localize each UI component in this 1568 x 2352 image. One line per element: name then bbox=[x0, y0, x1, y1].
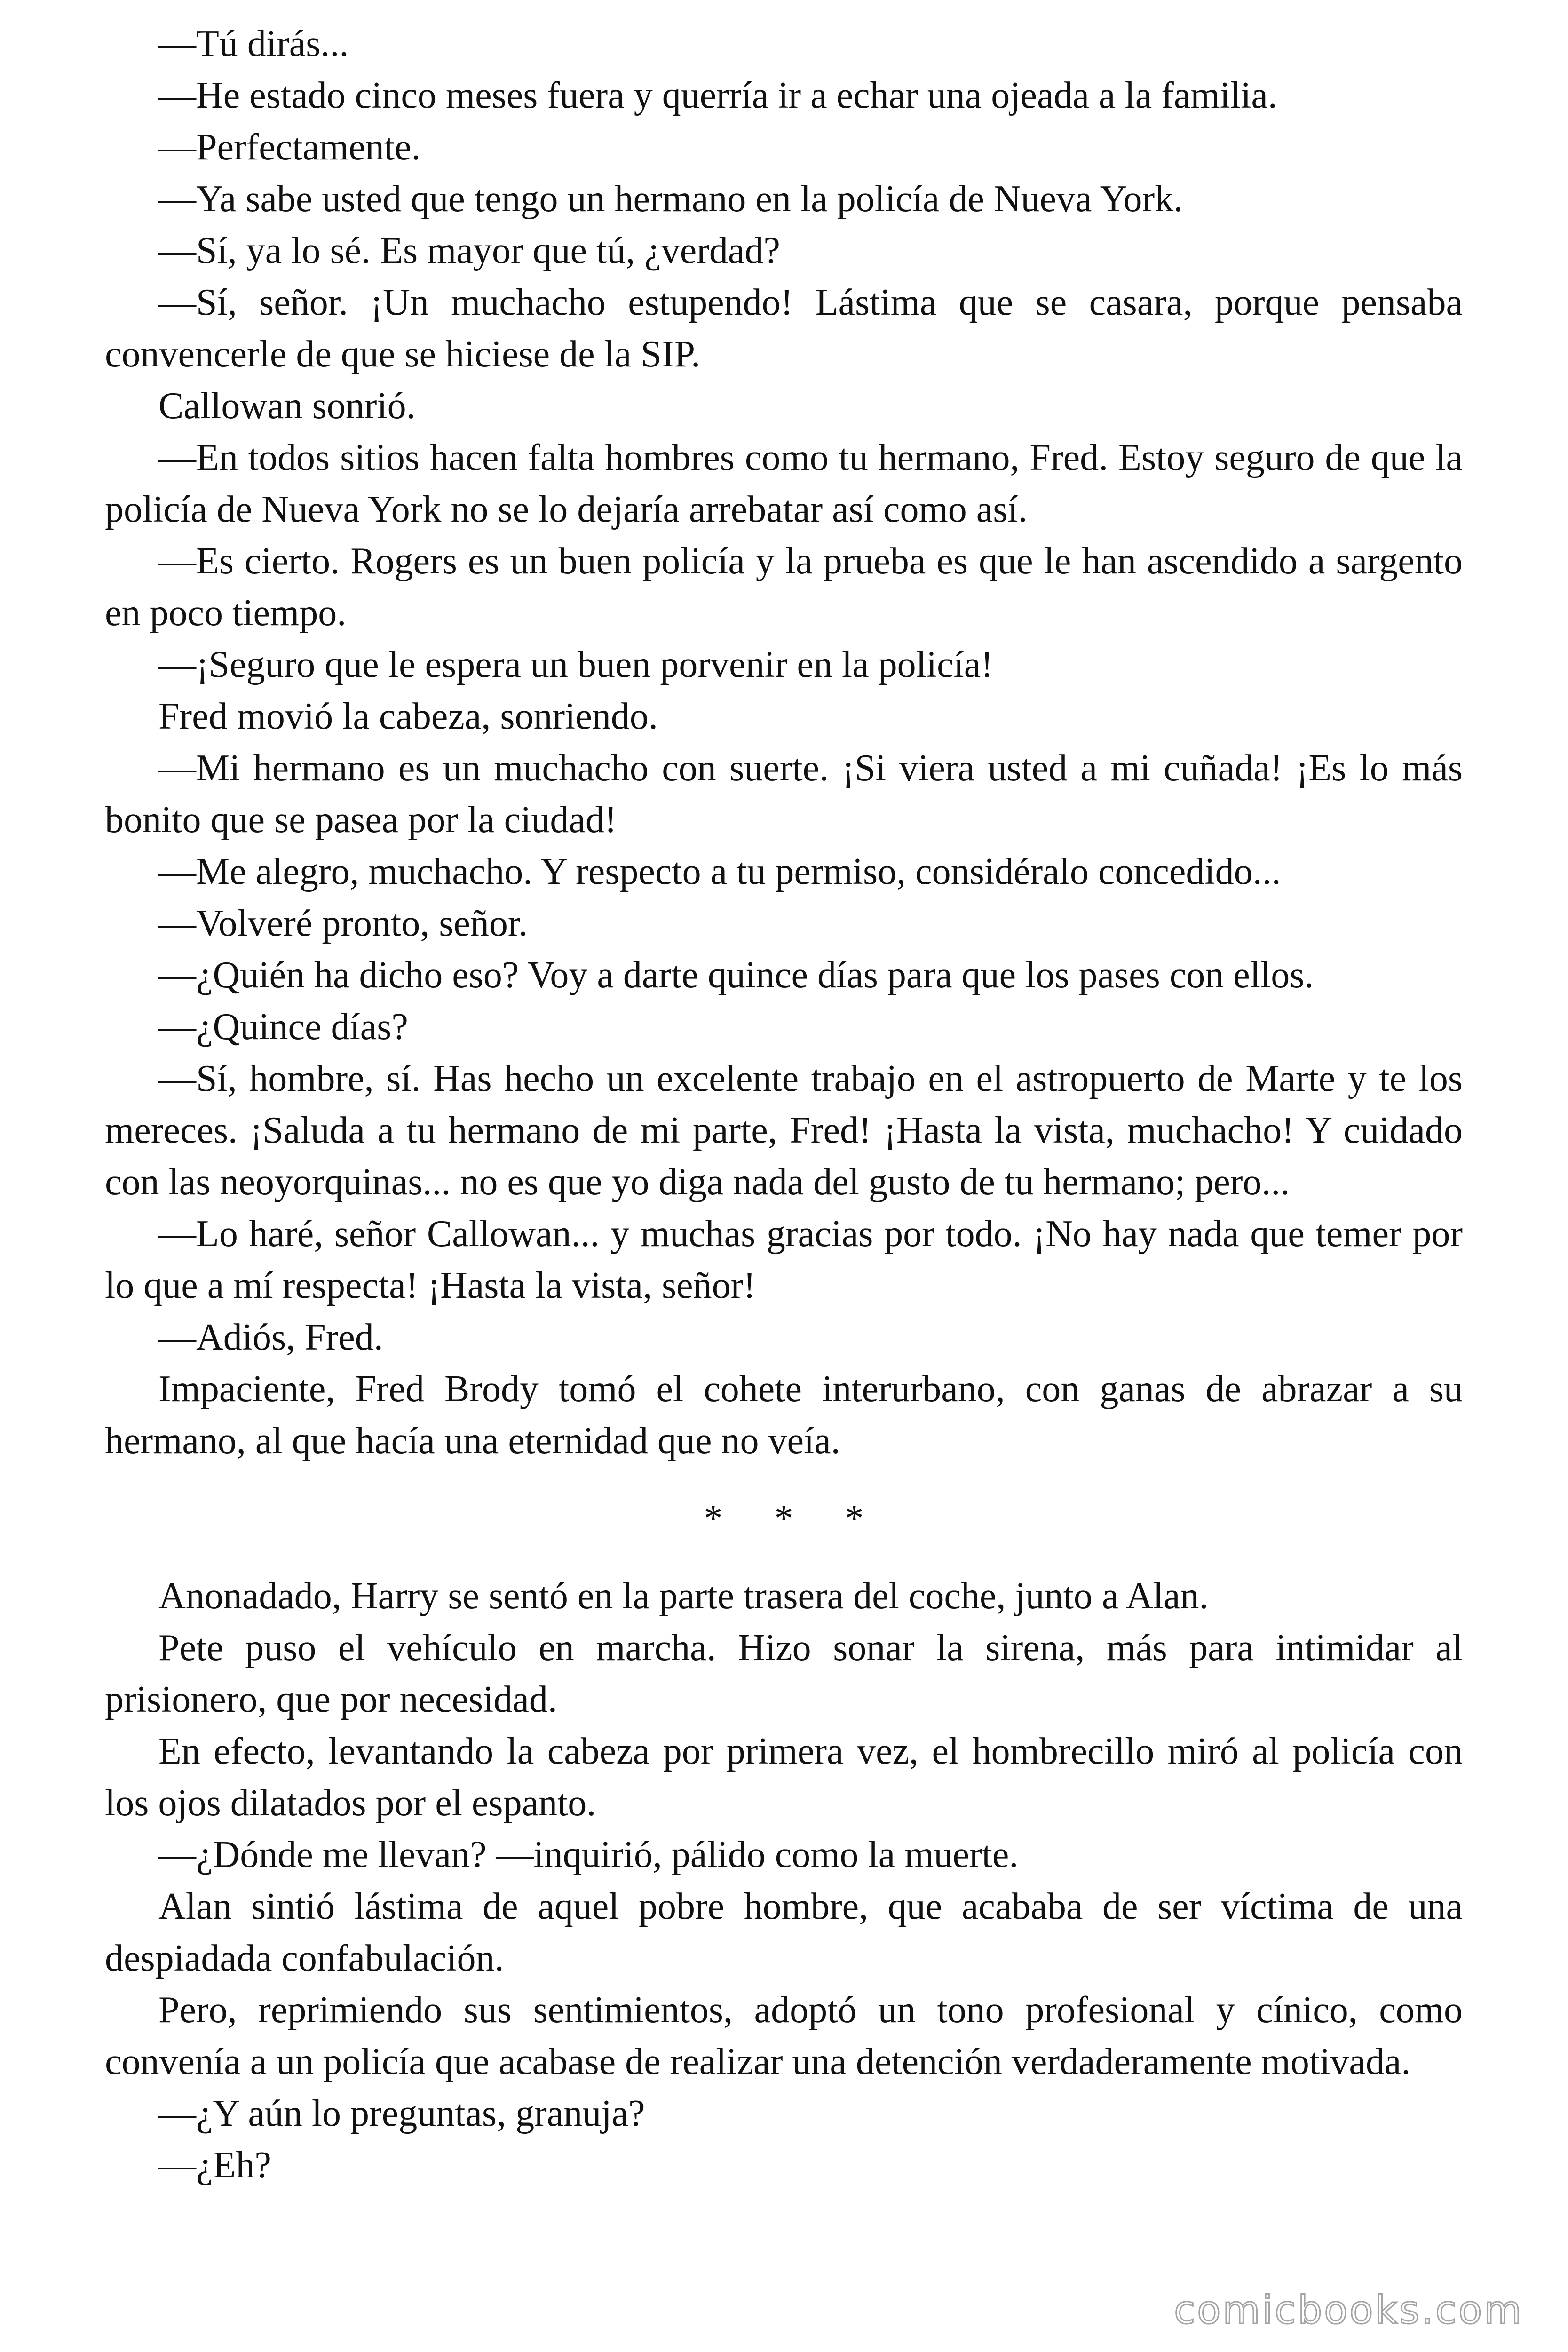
text-block-top bbox=[105, 18, 1463, 1467]
paragraph: —Mi hermano es un muchacho con suerte. ¡Si viera usted a mi cuñada! ¡Es lo más bonito que se pasea por la ciudad! bbox=[105, 747, 1463, 841]
paragraph: —Sí, ya lo sé. Es mayor que tú, ¿verdad? bbox=[158, 230, 780, 271]
text-block-bottom bbox=[105, 1570, 1463, 2191]
watermark: comicbooks.com bbox=[1174, 2288, 1523, 2333]
paragraph: —Sí, señor. ¡Un muchacho estupendo! Lástima que se casara, porque pensaba convencerle de que se hiciese de la SIP. bbox=[105, 282, 1463, 375]
paragraph: —Adiós, Fred. bbox=[158, 1317, 383, 1358]
paragraph: En efecto, levantando la cabeza por primera vez, el hombrecillo miró al policía con los ojos dilatados por el espanto. bbox=[105, 1731, 1463, 1824]
paragraph: —Sí, hombre, sí. Has hecho un excelente trabajo en el astropuerto de Marte y te los mereces. ¡Saluda a tu hermano de mi parte, Fred! ¡Hasta la vista, muchacho! Y cuidado con las neoyorquinas... no es que yo diga nada del gusto de tu hermano; pero... bbox=[105, 1058, 1463, 1203]
paragraph: Fred movió la cabeza, sonriendo. bbox=[158, 696, 658, 737]
paragraph: —Perfectamente. bbox=[158, 127, 421, 168]
paragraph: —¿Quince días? bbox=[158, 1006, 408, 1048]
paragraph: —¿Y aún lo preguntas, granuja? bbox=[158, 2093, 645, 2134]
paragraph: Pete puso el vehículo en marcha. Hizo sonar la sirena, más para intimidar al prisionero, que por necesidad. bbox=[105, 1627, 1463, 1720]
paragraph: —Ya sabe usted que tengo un hermano en la policía de Nueva York. bbox=[158, 178, 1183, 220]
paragraph: —Volveré pronto, señor. bbox=[158, 903, 528, 944]
separator-asterisk: * bbox=[774, 1498, 793, 1539]
paragraph: Impaciente, Fred Brody tomó el cohete interurbano, con ganas de abrazar a su hermano, al que hacía una eternidad que no veía. bbox=[105, 1368, 1463, 1462]
scene-separator bbox=[105, 1467, 1463, 1570]
book-page bbox=[105, 18, 1463, 2191]
paragraph: —¿Dónde me llevan? —inquirió, pálido como la muerte. bbox=[158, 1834, 1019, 1875]
paragraph: Callowan sonrió. bbox=[158, 385, 416, 427]
paragraph: —Lo haré, señor Callowan... y muchas gracias por todo. ¡No hay nada que temer por lo que a mí respecta! ¡Hasta la vista, señor! bbox=[105, 1213, 1463, 1306]
paragraph: —¡Seguro que le espera un buen porvenir en la policía! bbox=[158, 644, 993, 685]
separator-asterisk: * bbox=[845, 1498, 864, 1539]
paragraph: —¿Eh? bbox=[158, 2145, 271, 2186]
paragraph: —Me alegro, muchacho. Y respecto a tu permiso, considéralo concedido... bbox=[158, 851, 1281, 892]
paragraph: —He estado cinco meses fuera y querría ir a echar una ojeada a la familia. bbox=[158, 75, 1277, 116]
paragraph: —Es cierto. Rogers es un buen policía y la prueba es que le han ascendido a sargento en poco tiempo. bbox=[105, 540, 1463, 634]
paragraph: Alan sintió lástima de aquel pobre hombre, que acababa de ser víctima de una despiadada confabulación. bbox=[105, 1886, 1463, 1979]
paragraph: —En todos sitios hacen falta hombres como tu hermano, Fred. Estoy seguro de que la policía de Nueva York no se lo dejaría arrebatar así como así. bbox=[105, 437, 1463, 530]
separator-asterisk: * bbox=[704, 1498, 723, 1539]
paragraph: Anonadado, Harry se sentó en la parte trasera del coche, junto a Alan. bbox=[158, 1575, 1209, 1617]
paragraph: —Tú dirás... bbox=[158, 23, 349, 64]
paragraph: —¿Quién ha dicho eso? Voy a darte quince días para que los pases con ellos. bbox=[158, 954, 1314, 996]
paragraph: Pero, reprimiendo sus sentimientos, adoptó un tono profesional y cínico, como convenía a un policía que acabase de realizar una detención verdaderamente motivada. bbox=[105, 1989, 1463, 2082]
